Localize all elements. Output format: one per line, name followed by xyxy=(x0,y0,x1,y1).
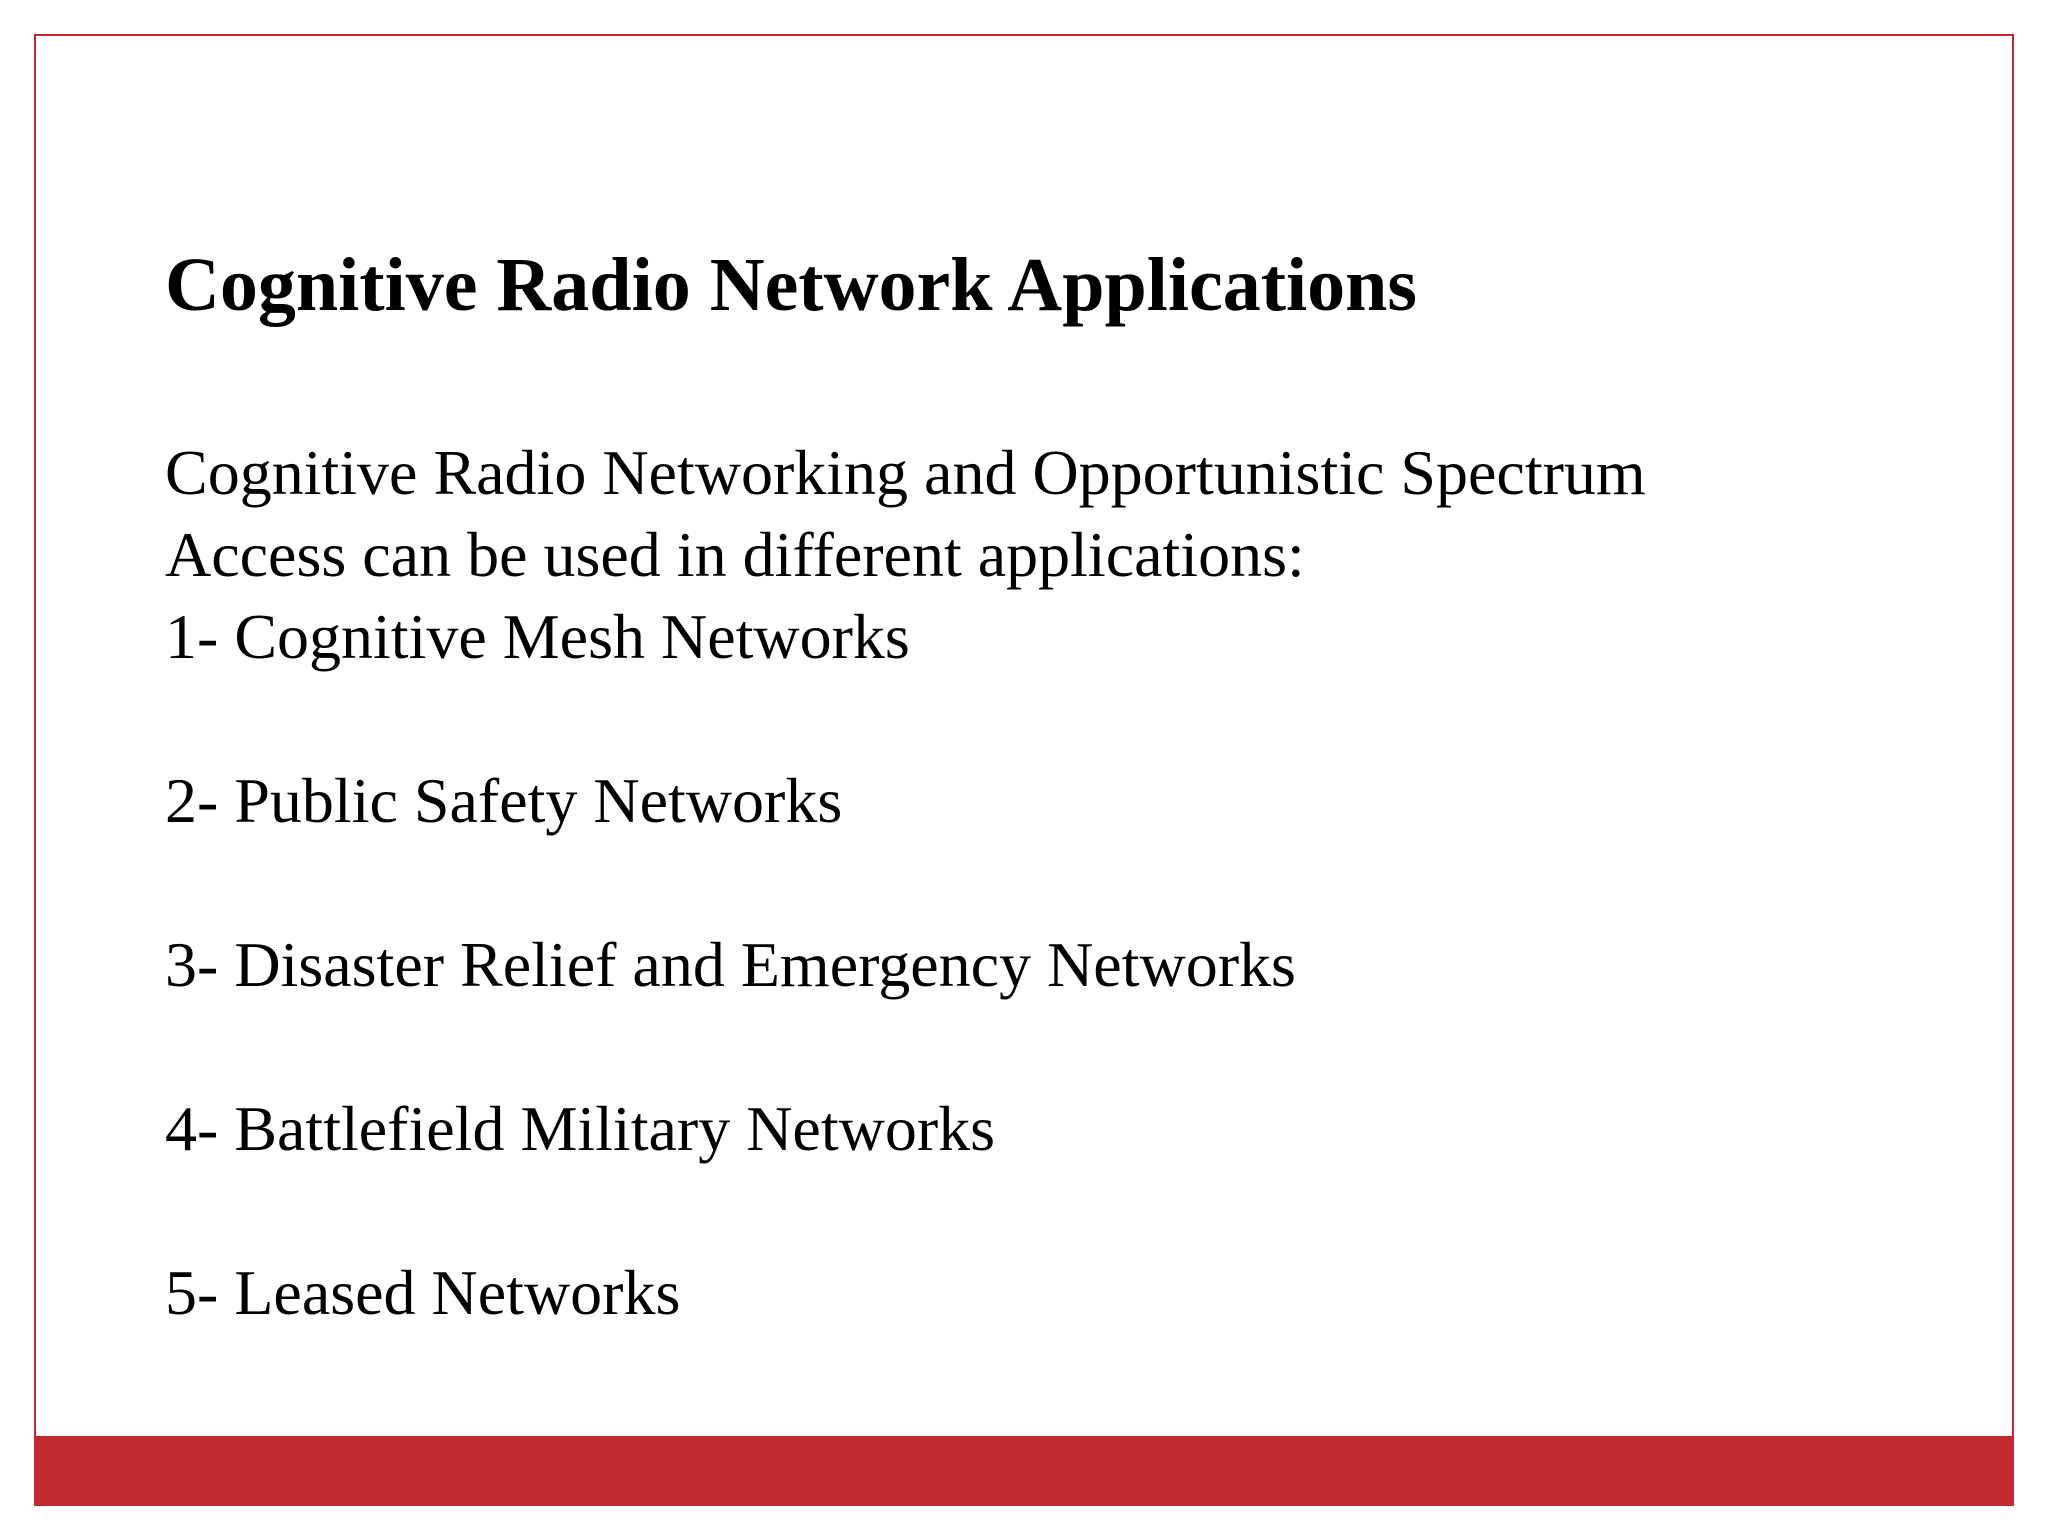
intro-paragraph xyxy=(165,432,1646,596)
list-item: 2- Public Safety Networks xyxy=(165,765,843,836)
slide-title: Cognitive Radio Network Applications xyxy=(165,243,1417,327)
intro-line: Access can be used in different applications: xyxy=(165,519,1305,590)
intro-line: Cognitive Radio Networking and Opportunistic Spectrum xyxy=(165,437,1646,508)
footer-accent-bar xyxy=(34,1436,2014,1506)
list-item: 4- Battlefield Military Networks xyxy=(165,1093,996,1164)
application-list xyxy=(165,596,1296,1416)
list-item: 3- Disaster Relief and Emergency Networks xyxy=(165,929,1296,1000)
list-item: 1- Cognitive Mesh Networks xyxy=(165,601,910,672)
list-item: 5- Leased Networks xyxy=(165,1257,681,1328)
